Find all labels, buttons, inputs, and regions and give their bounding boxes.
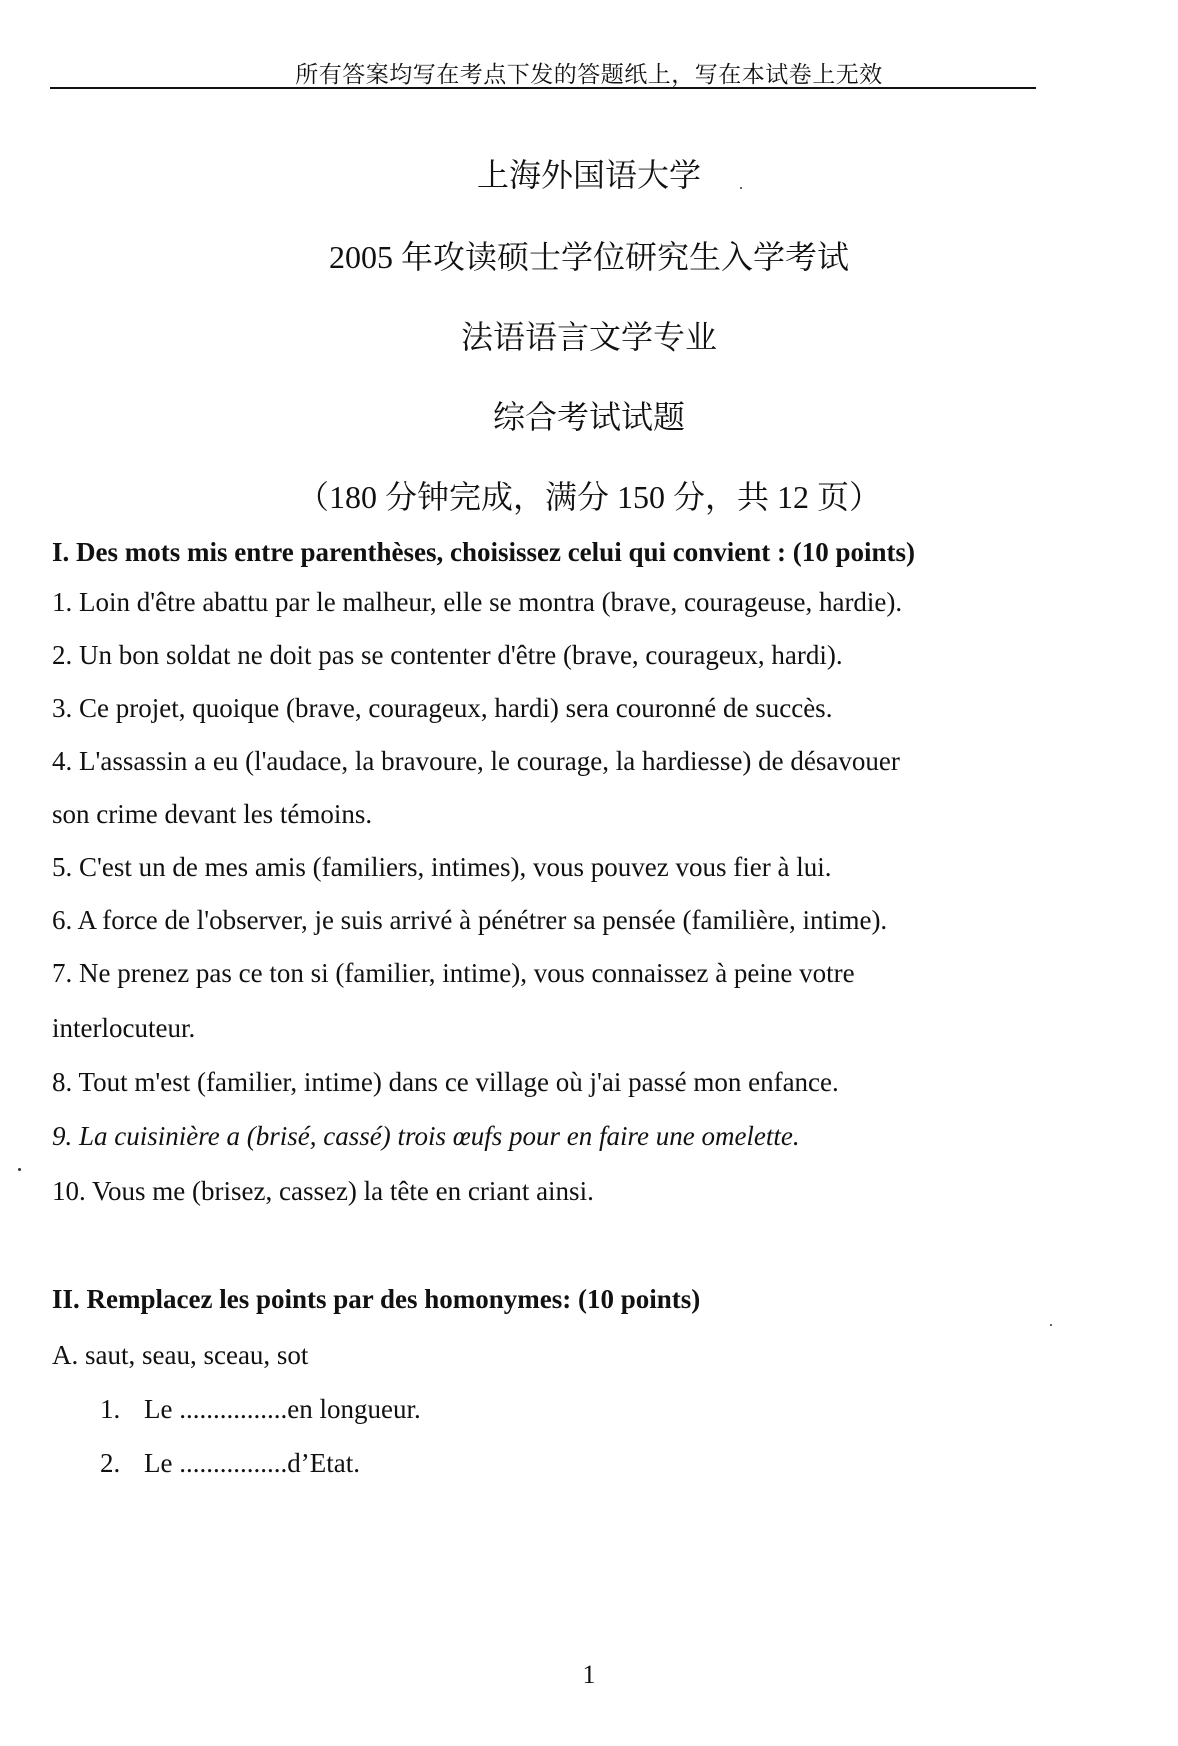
homonym-item [100, 1448, 360, 1479]
homonym-item-text: Le ................en longueur. [144, 1394, 421, 1424]
question-line: 4. L'assassin a eu (l'audace, la bravoure, le courage, la hardiesse) de désavouer [52, 746, 900, 776]
question-line: 1. Loin d'être abattu par le malheur, elle se montra (brave, courageuse, hardie). [52, 587, 903, 617]
section-1-heading: I. Des mots mis entre parenthèses, choisissez celui qui convient : (10 points) [52, 537, 915, 567]
exam-info: （180 分钟完成，满分 150 分，共 12 页） [296, 479, 881, 515]
question-line: 5. C'est un de mes amis (familiers, intimes), vous pouvez vous fier à lui. [52, 852, 832, 882]
scan-speck [18, 1168, 21, 1171]
exam-title: 2005 年攻读硕士学位研究生入学考试 [328, 239, 849, 275]
question-line: 6. A force de l'observer, je suis arrivé à pénétrer sa pensée (familière, intime). [52, 905, 888, 935]
homonym-item-number: 2. [100, 1448, 121, 1478]
question-line: 2. Un bon soldat ne doit pas se contenter d'être (brave, courageux, hardi). [52, 640, 843, 670]
question-line: 8. Tout m'est (familier, intime) dans ce village où j'ai passé mon enfance. [52, 1067, 839, 1097]
header-divider [50, 87, 1036, 89]
paper-title: 综合考试试题 [492, 399, 685, 435]
scan-speck [740, 187, 742, 189]
scan-speck [1050, 1324, 1052, 1326]
page-number: 1 [582, 1660, 596, 1689]
university-name: 上海外国语大学 [476, 157, 701, 193]
question-line: 3. Ce projet, quoique (brave, courageux, hardi) sera couronné de succès. [52, 693, 833, 723]
homonym-item-number: 1. [100, 1394, 121, 1424]
homonym-item-text: Le ................d’Etat. [144, 1448, 360, 1478]
question-line: 9. La cuisinière a (brisé, cassé) trois œufs pour en faire une omelette. [52, 1121, 800, 1151]
question-line: 10. Vous me (brisez, cassez) la tête en criant ainsi. [52, 1176, 594, 1206]
section-2-heading: II. Remplacez les points par des homonymes: (10 points) [52, 1284, 701, 1314]
exam-notice: 所有答案均写在考点下发的答题纸上，写在本试卷上无效 [295, 62, 883, 87]
question-line-continued: son crime devant les témoins. [52, 799, 373, 829]
homonym-item [100, 1394, 421, 1425]
major-title: 法语语言文学专业 [460, 319, 717, 355]
question-line: 7. Ne prenez pas ce ton si (familier, intime), vous connaissez à peine votre [52, 958, 855, 988]
homonym-group-a: A. saut, seau, sceau, sot [52, 1340, 309, 1370]
question-line-continued: interlocuteur. [52, 1013, 196, 1043]
